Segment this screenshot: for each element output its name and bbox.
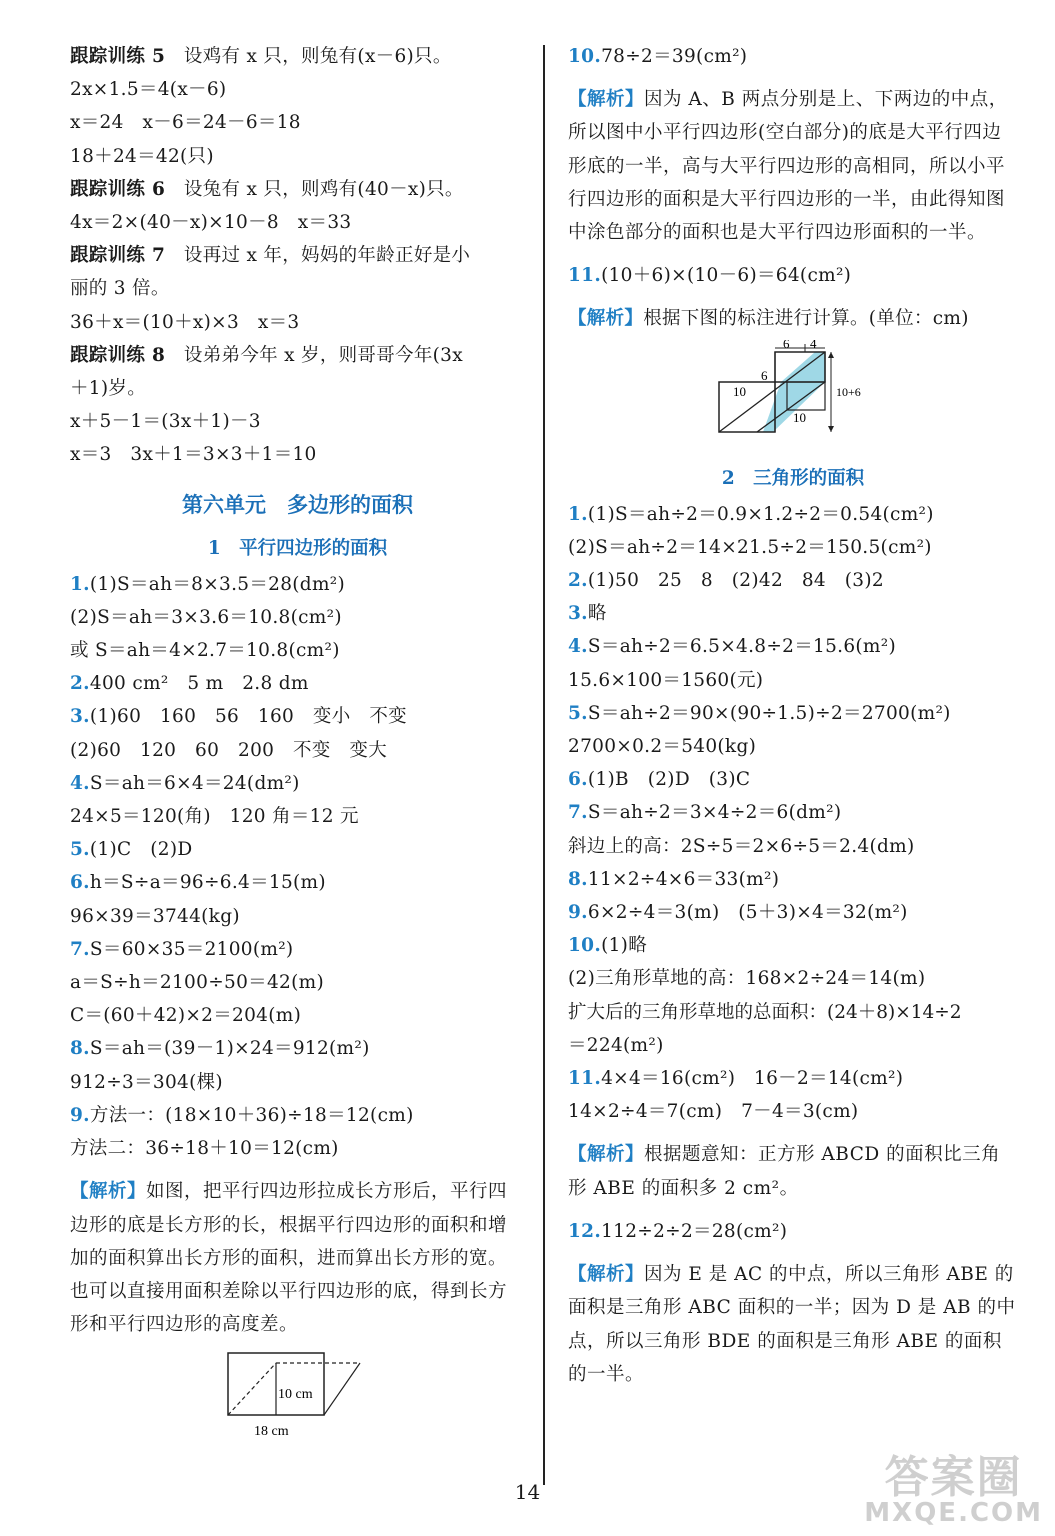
answer-number: 3. xyxy=(568,603,588,625)
equation-line: 4x＝2×(40－x)×10－8 x＝33 xyxy=(70,212,352,234)
answer-number: 8. xyxy=(70,1038,90,1060)
equation-line: x＋5－1＝(3x＋1)－3 xyxy=(70,411,261,433)
answer-text: S＝ah＝6×4＝24(dm²) xyxy=(89,772,300,794)
label-6-top: 6 xyxy=(783,339,790,351)
exercise-label: 跟踪训练 5 xyxy=(70,46,166,67)
analysis-11b xyxy=(568,1138,1018,1204)
page-number: 14 xyxy=(514,1480,541,1504)
label-10-left: 10 xyxy=(733,383,746,399)
answer-4 xyxy=(568,630,1018,663)
analysis-text: 根据题意知：正方形 ABCD 的面积比三角形 ABE 的面积多 2 cm²。 xyxy=(568,1144,1001,1199)
column-divider xyxy=(543,45,545,1485)
right-column xyxy=(568,40,1018,1391)
answer-6 xyxy=(568,763,1018,796)
answer-line: 15.6×100＝1560(元) xyxy=(568,669,764,691)
answer-text: 略 xyxy=(587,603,607,625)
exercise-text: 设弟弟今年 x 岁，则哥哥今年(3x xyxy=(165,344,463,366)
label-10-bottom: 10 xyxy=(793,409,806,425)
analysis-11 xyxy=(568,302,1018,335)
equation-line: x＝3 3x＋1＝3×3＋1＝10 xyxy=(70,444,317,466)
answer-line: 24×5＝120(角) 120 角＝12 元 xyxy=(70,806,359,828)
analysis-9 xyxy=(70,1175,525,1341)
analysis-10 xyxy=(568,83,1018,249)
answer-text: S＝ah÷2＝90×(90÷1.5)÷2＝2700(m²) xyxy=(587,702,951,724)
answer-number: 4. xyxy=(70,772,90,794)
equation-line: 2x×1.5＝4(x－6) xyxy=(70,79,227,101)
exercise-label: 跟踪训练 7 xyxy=(70,245,166,267)
square-diagram xyxy=(713,340,893,460)
square-figure xyxy=(713,340,893,460)
tracking-exercise-8 xyxy=(70,339,525,372)
answer-number: 7. xyxy=(568,802,588,824)
analysis-tag: 【解析】 xyxy=(568,1264,645,1286)
answer-text: (1)50 25 8 (2)42 84 (3)2 xyxy=(587,570,884,592)
base-label: 18 cm xyxy=(254,1424,289,1440)
watermark-title: 答案圈 xyxy=(884,1452,1023,1503)
text-line: 丽的 3 倍。 xyxy=(70,278,170,300)
answer-8 xyxy=(568,863,1018,896)
analysis-tag: 【解析】 xyxy=(568,1144,645,1166)
answer-1 xyxy=(70,568,525,601)
answer-line: ＝224(m²) xyxy=(568,1034,664,1056)
answer-number: 6. xyxy=(70,872,90,894)
label-4-top: 4 xyxy=(810,339,817,351)
answer-number: 6. xyxy=(568,769,588,791)
answer-number: 5. xyxy=(70,839,90,861)
answer-line: 斜边上的高：2S÷5＝2×6÷5＝2.4(dm) xyxy=(568,835,915,857)
answer-number: 7. xyxy=(70,938,90,960)
analysis-text: 根据下图的标注进行计算。(单位：cm) xyxy=(643,308,969,330)
answer-text: (1)C (2)D xyxy=(89,839,193,861)
answer-text: (1)B (2)D (3)C xyxy=(587,769,751,791)
label-6-middle: 6 xyxy=(761,367,768,383)
answer-text: 4×4＝16(cm²) 16－2＝14(cm²) xyxy=(601,1068,904,1090)
exercise-label: 跟踪训练 6 xyxy=(70,178,166,200)
analysis-tag: 【解析】 xyxy=(568,308,644,330)
answer-3 xyxy=(70,700,525,733)
answer-2 xyxy=(568,564,1018,597)
answer-line: (2)S＝ah÷2＝14×21.5÷2＝150.5(cm²) xyxy=(568,536,932,558)
answer-text: 11×2÷4×6＝33(m²) xyxy=(587,868,780,890)
answer-line: (2)三角形草地的高：168×2÷24＝14(m) xyxy=(568,968,926,990)
answer-line: 扩大后的三角形草地的总面积：(24＋8)×14÷2 xyxy=(568,1001,962,1023)
answer-line: 或 S＝ah＝4×2.7＝10.8(cm²) xyxy=(70,640,340,662)
answer-number: 4. xyxy=(568,636,588,658)
exercise-text: 设鸡有 x 只，则兔有(x－6)只。 xyxy=(165,46,452,67)
answer-8 xyxy=(70,1032,525,1065)
analysis-12 xyxy=(568,1258,1018,1391)
answer-number: 2. xyxy=(568,570,588,592)
tracking-exercise-5 xyxy=(70,40,525,73)
answer-2 xyxy=(70,667,525,700)
answer-text: 6×2÷4＝3(m) (5＋3)×4＝32(m²) xyxy=(587,902,908,924)
answer-7 xyxy=(70,933,525,966)
exercise-text: 设再过 x 年，妈妈的年龄正好是小 xyxy=(165,245,471,267)
answer-9 xyxy=(568,896,1018,929)
answer-text: S＝ah÷2＝3×4÷2＝6(dm²) xyxy=(587,802,842,824)
answer-line: 96×39＝3744(kg) xyxy=(70,905,240,927)
answer-11 xyxy=(568,1062,1018,1095)
answer-5 xyxy=(70,833,525,866)
answer-line: a＝S÷h＝2100÷50＝42(m) xyxy=(70,972,324,994)
analysis-text: 如图，把平行四边形拉成长方形后，平行四边形的底是长方形的长，根据平行四边形的面积和增加的面积算出长方形的面积，进而算出长方形的宽。也可以直接用面积差除以平行四边形的底，得到长方形和平行四边形的高度差。 xyxy=(70,1181,508,1336)
analysis-tag: 【解析】 xyxy=(70,1181,147,1203)
label-side: 10+6 xyxy=(836,384,861,399)
answer-number: 9. xyxy=(568,902,588,924)
equation-line: 36＋x＝(10＋x)×3 x＝3 xyxy=(70,311,300,333)
answer-text: (1)60 160 56 160 变小 不变 xyxy=(89,706,407,728)
answer-4 xyxy=(70,767,525,800)
answer-10 xyxy=(568,40,1018,73)
tracking-exercise-7 xyxy=(70,239,525,272)
answer-6 xyxy=(70,866,525,899)
unit-title: 第六单元 多边形的面积 xyxy=(182,491,413,517)
section-title: 2 三角形的面积 xyxy=(721,467,865,489)
answer-5 xyxy=(568,697,1018,730)
answer-text: 方法一：(18×10＋36)÷18＝12(cm) xyxy=(89,1104,414,1126)
answer-text: (1)S＝ah÷2＝0.9×1.2÷2＝0.54(cm²) xyxy=(587,503,934,525)
answer-text: 400 cm² 5 m 2.8 dm xyxy=(89,673,309,695)
answer-line: 912÷3＝304(棵) xyxy=(70,1071,223,1093)
equation-line: 18＋24＝42(只) xyxy=(70,145,214,167)
answer-number: 10. xyxy=(568,935,602,957)
answer-text: h＝S÷a＝96÷6.4＝15(m) xyxy=(89,872,326,894)
answer-number: 8. xyxy=(568,868,588,890)
answer-line: (2)60 120 60 200 不变 变大 xyxy=(70,739,388,761)
analysis-text: 因为 E 是 AC 的中点，所以三角形 ABE 的面积是三角形 ABC 面积的一半；因为 D 是 AB 的中点，所以三角形 BDE 的面积是三角形 ABE 的面积的一半。 xyxy=(568,1264,1016,1385)
answer-text: S＝ah÷2＝6.5×4.8÷2＝15.6(m²) xyxy=(587,636,897,658)
answer-number: 3. xyxy=(70,706,90,728)
answer-line: 方法二：36÷18＋10＝12(cm) xyxy=(70,1138,339,1160)
parallelogram-figure xyxy=(220,1349,380,1439)
height-label: 10 cm xyxy=(278,1387,313,1403)
answer-line: 14×2÷4＝7(cm) 7－4＝3(cm) xyxy=(568,1101,859,1123)
exercise-text: 设兔有 x 只，则鸡有(40－x)只。 xyxy=(165,178,464,200)
watermark-logo xyxy=(864,1452,1043,1528)
text-line: ＋1)岁。 xyxy=(70,378,146,400)
analysis-tag: 【解析】 xyxy=(568,89,645,111)
answer-number: 11. xyxy=(568,265,602,287)
answer-9 xyxy=(70,1099,525,1132)
left-column xyxy=(70,40,525,1439)
answer-text: S＝60×35＝2100(m²) xyxy=(89,938,294,960)
section-title: 1 平行四边形的面积 xyxy=(207,537,388,559)
answer-7 xyxy=(568,796,1018,829)
answer-line: C＝(60＋42)×2＝204(m) xyxy=(70,1005,302,1027)
answer-number: 11. xyxy=(568,1068,602,1090)
parallelogram-diagram xyxy=(220,1349,380,1439)
answer-text: S＝ah＝(39－1)×24＝912(m²) xyxy=(89,1038,370,1060)
answer-11 xyxy=(568,259,1018,292)
answer-line: 2700×0.2＝540(kg) xyxy=(568,736,757,758)
answer-number: 2. xyxy=(70,673,90,695)
answer-number: 9. xyxy=(70,1104,90,1126)
analysis-text: 因为 A、B 两点分别是上、下两边的中点，所以图中小平行四边形(空白部分)的底是大平行四边形底的一半，高与大平行四边形的高相同，所以小平行四边形的面积是大平行四边形的一半，由此得知图中涂色部分的面积也是大平行四边形面积的一半。 xyxy=(568,89,1008,244)
answer-number: 12. xyxy=(568,1220,602,1242)
answer-12 xyxy=(568,1215,1018,1248)
answer-text: 112÷2÷2＝28(cm²) xyxy=(601,1220,788,1242)
tracking-exercise-6 xyxy=(70,173,525,206)
answer-number: 1. xyxy=(70,573,90,595)
answer-number: 1. xyxy=(568,503,588,525)
answer-1 xyxy=(568,498,1018,531)
answer-number: 5. xyxy=(568,702,588,724)
equation-line: x＝24 x－6＝24－6＝18 xyxy=(70,112,301,134)
answer-10 xyxy=(568,929,1018,962)
answer-text: 78÷2＝39(cm²) xyxy=(601,46,748,67)
answer-text: (10＋6)×(10－6)＝64(cm²) xyxy=(601,265,852,287)
answer-line: (2)S＝ah＝3×3.6＝10.8(cm²) xyxy=(70,606,342,628)
answer-text: (1)S＝ah＝8×3.5＝28(dm²) xyxy=(89,573,346,595)
answer-3 xyxy=(568,597,1018,630)
exercise-label: 跟踪训练 8 xyxy=(70,344,166,366)
answer-number: 10. xyxy=(568,46,602,67)
answer-text: (1)略 xyxy=(601,935,647,957)
watermark-url: MXQE.COM xyxy=(864,1498,1043,1528)
